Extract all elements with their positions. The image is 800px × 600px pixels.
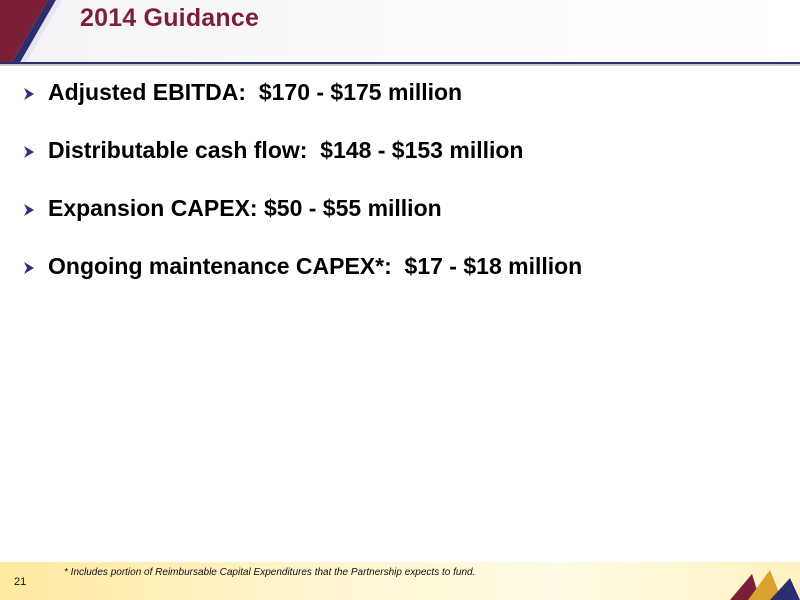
page-number: 21 xyxy=(14,576,27,588)
footnote: * Includes portion of Reimbursable Capital Expenditures that the Partnership expects to fund. xyxy=(64,567,476,578)
list-item xyxy=(22,134,782,192)
bullet-text: Ongoing maintenance CAPEX*: $17 - $18 million xyxy=(48,253,583,279)
footer xyxy=(0,562,800,600)
chevron-right-icon xyxy=(22,261,36,275)
list-item xyxy=(22,76,782,134)
bullet-text: Distributable cash flow: $148 - $153 million xyxy=(48,137,524,163)
company-logo-icon xyxy=(730,568,800,600)
slide-title: 2014 Guidance xyxy=(80,4,260,32)
chevron-right-icon xyxy=(22,87,36,101)
chevron-right-icon xyxy=(22,145,36,159)
bullet-text: Expansion CAPEX: $50 - $55 million xyxy=(48,195,442,221)
bullet-text: Adjusted EBITDA: $170 - $175 million xyxy=(48,79,463,105)
list-item xyxy=(22,192,782,250)
list-item xyxy=(22,250,782,308)
bullet-list xyxy=(22,76,782,308)
chevron-right-icon xyxy=(22,203,36,217)
